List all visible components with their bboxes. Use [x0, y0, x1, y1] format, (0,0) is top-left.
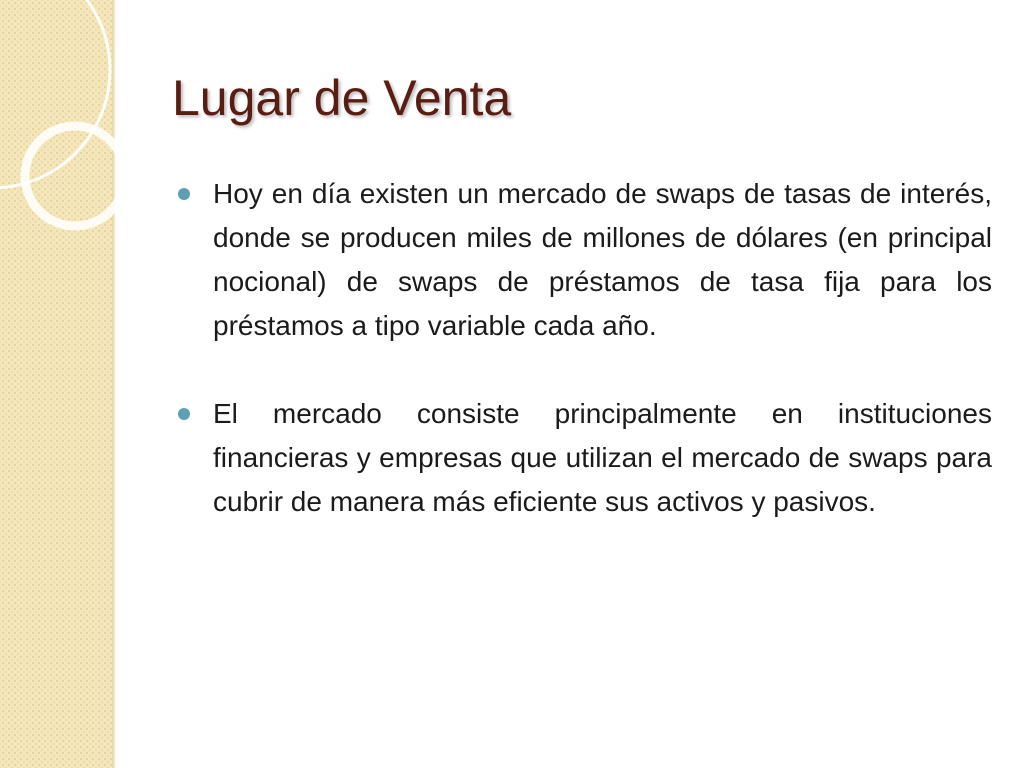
outer-ring — [0, 0, 110, 188]
bullet-text: Hoy en día existen un mercado de swaps de tasas de interés, donde se producen miles de millones de dólares (en principal nocional) de swaps de préstamos de tasa fija para los préstamos a tipo variable cada año. — [213, 178, 992, 341]
bullet-text: El mercado consiste principalmente en instituciones financieras y empresas que utilizan el mercado de swaps para cubrir de manera más eficiente sus activos y pasivos. — [213, 398, 992, 517]
decorative-rings — [0, 0, 180, 260]
slide-title: Lugar de Venta — [172, 70, 512, 126]
bullet-list — [176, 172, 992, 524]
bullet-item — [176, 172, 992, 348]
inner-ring — [25, 126, 125, 226]
bullet-item — [176, 392, 992, 524]
bullet-point-icon — [178, 188, 190, 200]
bullet-point-icon — [178, 408, 190, 420]
